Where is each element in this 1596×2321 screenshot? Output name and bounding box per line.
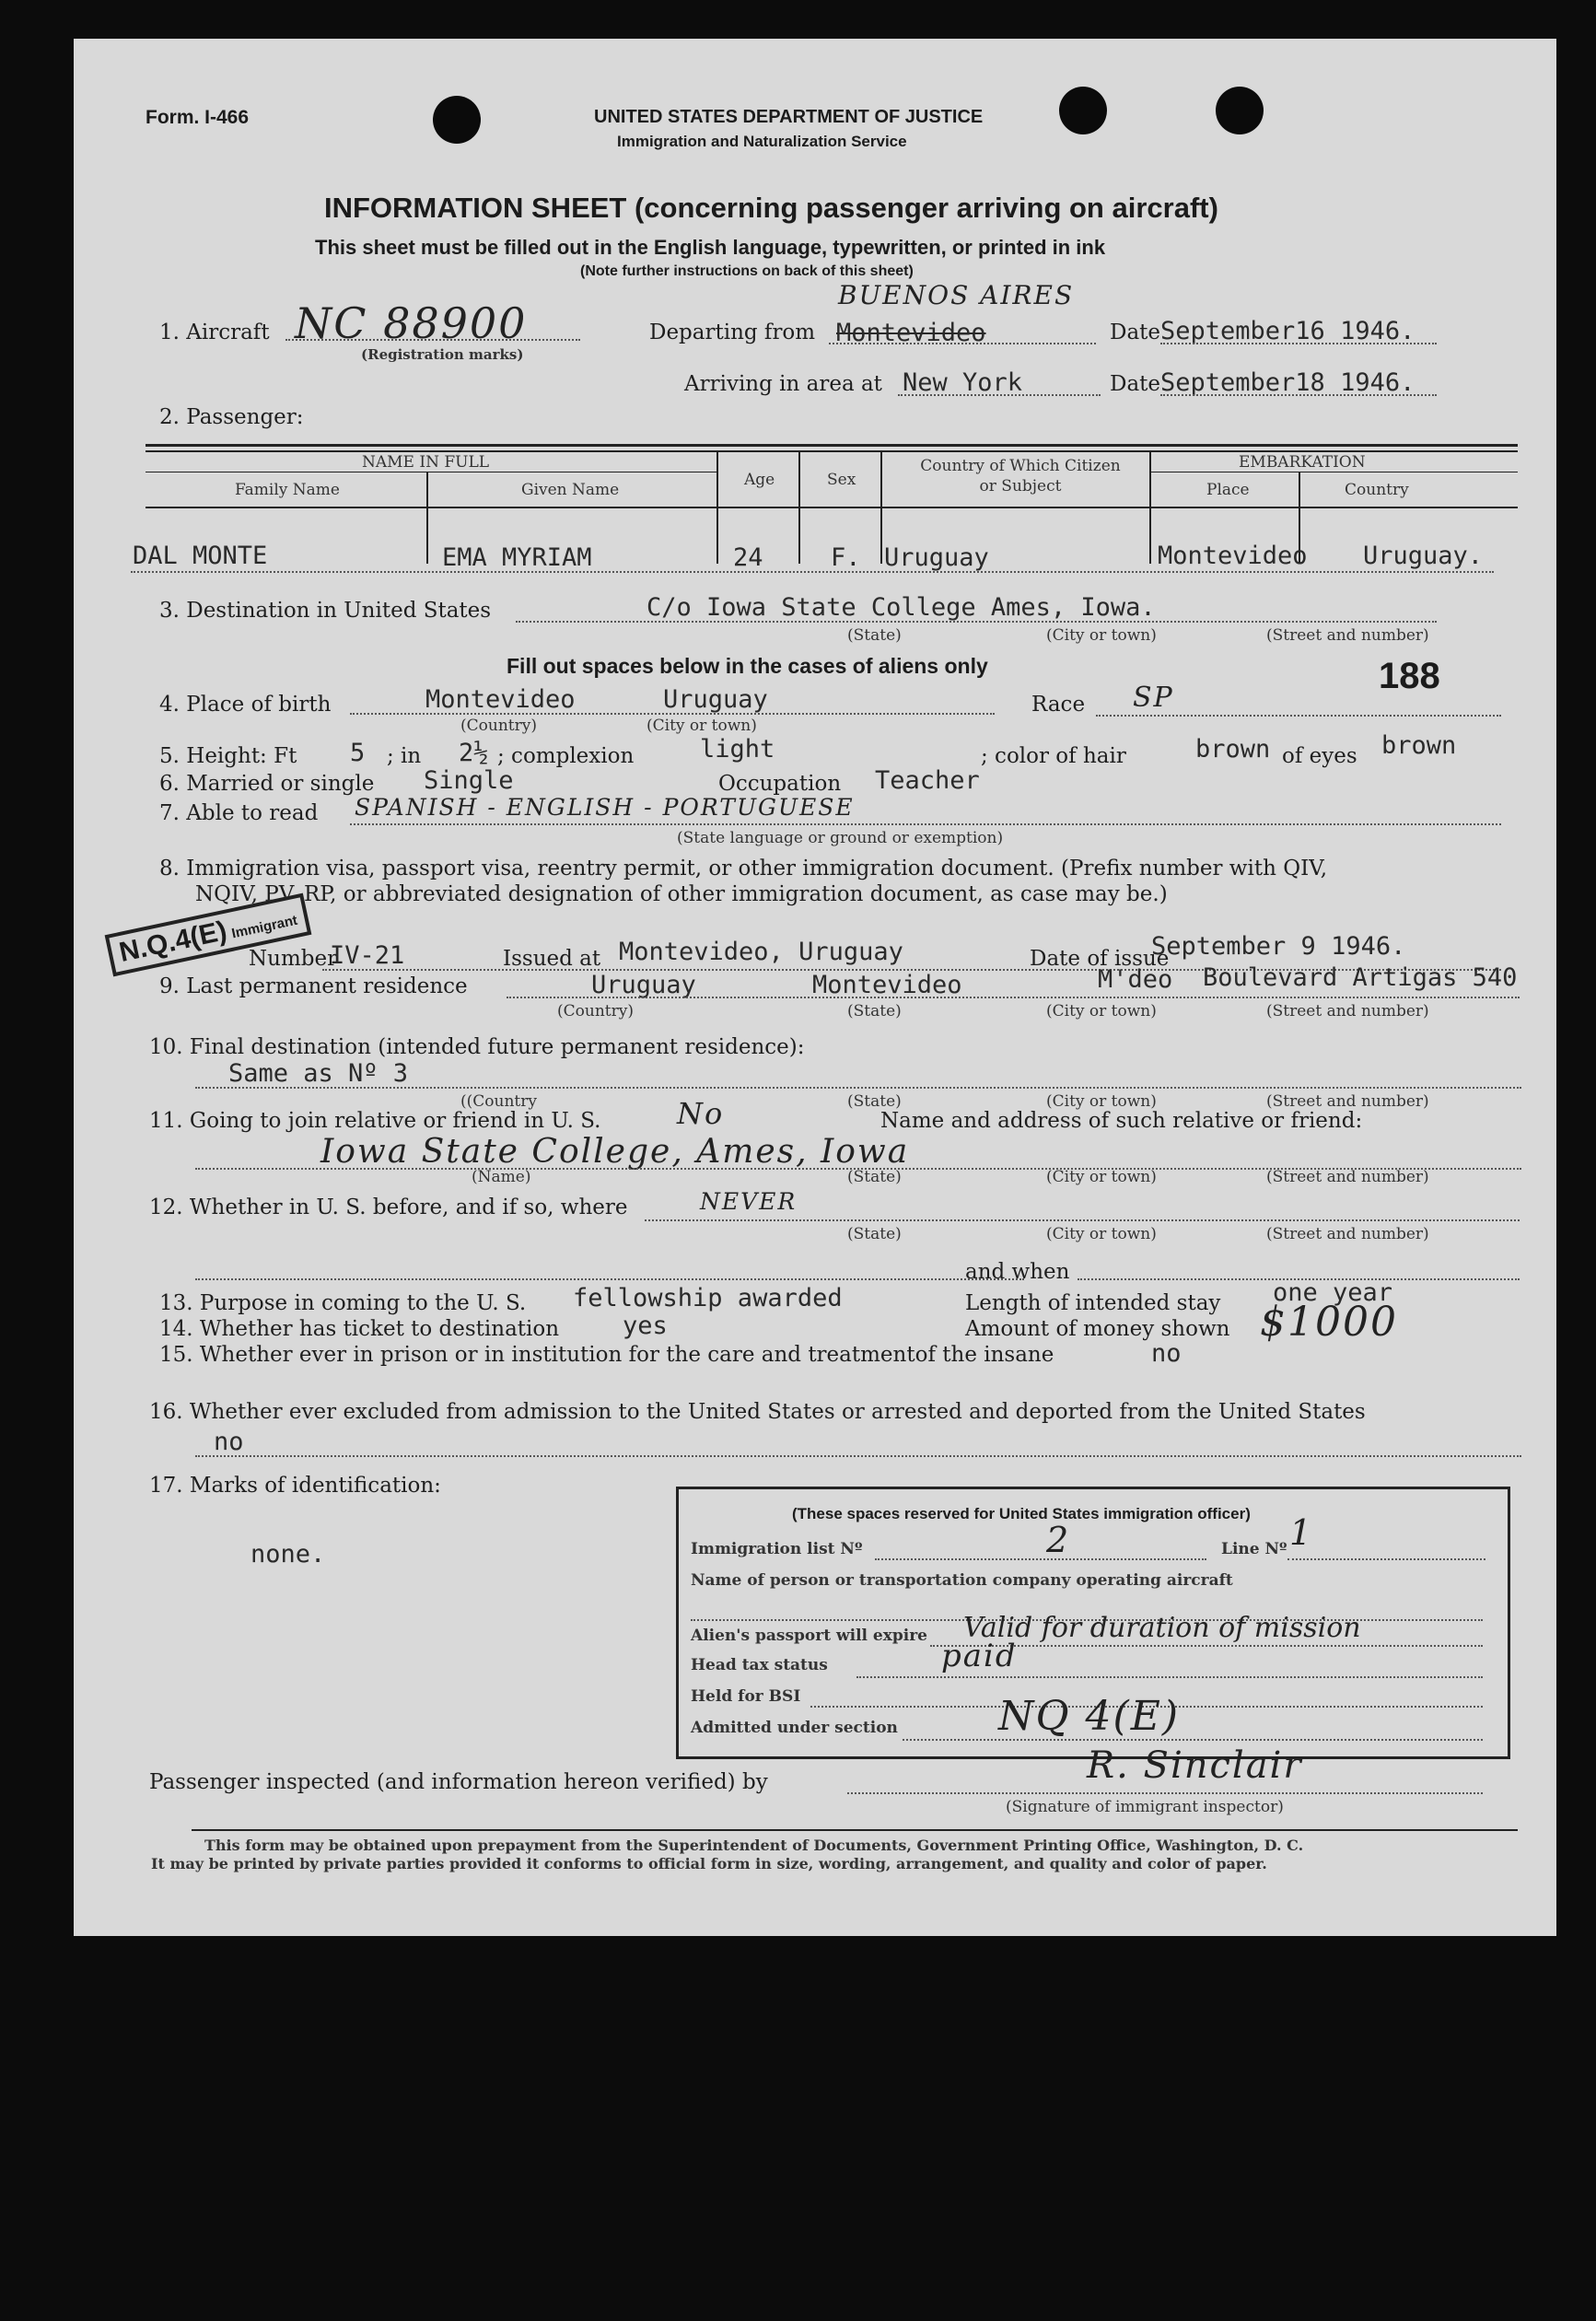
purpose-value: fellowship awarded	[573, 1284, 843, 1312]
issue-date: September 9 1946.	[1151, 932, 1406, 961]
col-place: Place	[1206, 481, 1250, 499]
ticket-label: 14. Whether has ticket to destination	[159, 1317, 560, 1341]
marks-label: 17. Marks of identification:	[149, 1474, 441, 1498]
residence-city: M'deo	[1098, 965, 1173, 994]
citizen-value: Uruguay	[884, 543, 989, 572]
form-number: Form. I-466	[146, 107, 250, 128]
aliens-heading: Fill out spaces below in the cases of aliens only	[507, 654, 988, 678]
col-sex: Sex	[827, 471, 856, 489]
caption-street: (Street and number)	[1266, 1225, 1429, 1243]
underline	[507, 997, 1520, 998]
caption-city: (City or town)	[1046, 1168, 1157, 1186]
destination-label: 3. Destination in United States	[159, 599, 492, 623]
final-destination-label: 10. Final destination (intended future permanent residence):	[149, 1035, 805, 1059]
caption-city: (City or town)	[1046, 1002, 1157, 1021]
footer-rule	[192, 1829, 1518, 1831]
headtax-value: paid	[941, 1638, 1018, 1674]
visa-number-label: Number	[249, 947, 338, 971]
stamp-main: N.Q.4(E)	[116, 916, 230, 969]
arrive-date: September18 1946.	[1160, 368, 1415, 397]
underline	[856, 1676, 1483, 1678]
underline	[285, 339, 580, 341]
date-label: Date	[1110, 321, 1161, 344]
destination-value: C/o Iowa State College Ames, Iowa.	[647, 593, 1156, 622]
before-value: NEVER	[700, 1188, 798, 1215]
table-divider	[426, 472, 428, 564]
caption-state: (State)	[847, 1168, 902, 1186]
list-label: Immigration list Nº	[691, 1540, 863, 1558]
race-label: Race	[1031, 693, 1086, 717]
underline	[898, 394, 1101, 396]
punch-hole	[433, 96, 481, 144]
eyes-value: brown	[1381, 731, 1457, 760]
passenger-label: 2. Passenger:	[159, 405, 304, 429]
birth-city: Montevideo	[425, 685, 576, 714]
col-citizen: Country of Which Citizen or Subject	[920, 457, 1121, 496]
caption-state: (State)	[847, 626, 902, 645]
read-label: 7. Able to read	[159, 801, 319, 825]
signature-caption: (Signature of immigrant inspector)	[1006, 1798, 1284, 1816]
visa-number: IV-21	[330, 941, 405, 970]
dept-name: UNITED STATES DEPARTMENT OF JUSTICE	[594, 107, 984, 127]
underline	[645, 1219, 1520, 1221]
passport-label: Alien's passport will expire	[691, 1627, 927, 1645]
footer-line-2: It may be printed by private parties provided it conforms to official form in size, wording, arrangement, and quality and color of paper.	[151, 1855, 1267, 1872]
arriving-place: New York	[903, 368, 1023, 397]
issued-label: Issued at	[503, 947, 601, 971]
underline	[875, 1558, 1206, 1560]
caption-city: (City or town)	[647, 717, 757, 735]
caption-city: (City or town)	[1046, 1092, 1157, 1111]
underline	[903, 1739, 1483, 1741]
race-value: SP	[1133, 682, 1174, 714]
when-label: and when	[965, 1260, 1070, 1284]
age-value: 24	[733, 543, 763, 572]
read-value: SPANISH - ENGLISH - PORTUGUESE	[355, 794, 855, 821]
company-label: Name of person or transportation company operating aircraft	[691, 1571, 1233, 1590]
caption-state: (State)	[847, 1225, 902, 1243]
underline	[1160, 394, 1437, 396]
punch-hole	[1216, 87, 1264, 134]
stay-value: one year	[1273, 1278, 1393, 1307]
passport-value: Valid for duration of mission	[963, 1612, 1361, 1644]
caption-state: (State)	[847, 1002, 902, 1021]
footer-line-1: This form may be obtained upon prepayment from the Superintendent of Documents, Government Printing Office, Washington, D. C.	[204, 1837, 1304, 1854]
col-family: Family Name	[235, 481, 340, 499]
caption-city: (City or town)	[1046, 1225, 1157, 1243]
inches-label: ; in	[387, 744, 422, 768]
table-divider	[716, 450, 718, 564]
page-note: (Note further instructions on back of this sheet)	[580, 263, 914, 279]
col-embarkation: EMBARKATION	[1239, 453, 1366, 472]
residence-label: 9. Last permanent residence	[159, 974, 468, 998]
section-value: NQ 4(E)	[998, 1693, 1181, 1740]
join-answer: No	[677, 1096, 725, 1131]
given-name: EMA MYRIAM	[442, 543, 592, 572]
caption-state: (State)	[847, 1092, 902, 1111]
caption-street: (Street and number)	[1266, 1092, 1429, 1111]
headtax-label: Head tax status	[691, 1656, 828, 1674]
underline	[516, 621, 1437, 623]
depart-date: September16 1946.	[1160, 317, 1415, 345]
inspector-signature: R. Sinclair	[1087, 1744, 1303, 1787]
hair-label: ; color of hair	[981, 744, 1126, 768]
underline	[195, 1087, 1521, 1089]
residence-country: Uruguay	[591, 971, 696, 999]
aircraft-label: 1. Aircraft	[159, 321, 270, 344]
issued-value: Montevideo, Uruguay	[619, 938, 903, 966]
issue-date-label: Date of issue	[1030, 947, 1170, 971]
final-destination-value: Same as Nº 3	[228, 1059, 409, 1088]
caption-street: (Street and number)	[1266, 626, 1429, 645]
family-name: DAL MONTE	[133, 542, 268, 570]
list-number: 2	[1046, 1520, 1071, 1560]
complexion-label: ; complexion	[497, 744, 635, 768]
caption-country: ((Country	[460, 1092, 537, 1111]
table-rule	[146, 507, 1518, 508]
departing-label: Departing from	[649, 321, 816, 344]
section-label: Admitted under section	[691, 1719, 898, 1737]
caption-city: (City or town)	[1046, 626, 1157, 645]
table-rule	[146, 450, 1518, 452]
visa-text-2: NQIV, PV, RP, or abbreviated designation of other immigration document, as case may be.)	[195, 882, 1168, 906]
purpose-label: 13. Purpose in coming to the U. S.	[159, 1291, 527, 1315]
underline	[350, 823, 1501, 825]
line-number: 1	[1289, 1512, 1314, 1553]
caption-name: (Name)	[472, 1168, 531, 1186]
date-label: Date	[1110, 372, 1161, 396]
sex-value: F.	[831, 543, 861, 572]
col-age: Age	[744, 471, 775, 489]
married-label: 6. Married or single	[159, 772, 375, 796]
underline	[1287, 1558, 1485, 1560]
underline	[1096, 715, 1501, 717]
prison-value: no	[1151, 1339, 1182, 1368]
line-label: Line Nº	[1221, 1540, 1287, 1558]
married-value: Single	[424, 766, 514, 795]
marks-value: none.	[250, 1540, 326, 1569]
inspected-label: Passenger inspected (and information hereon verified) by	[149, 1770, 768, 1794]
height-in: 2½	[459, 739, 489, 767]
join-value: Iowa State College, Ames, Iowa	[320, 1133, 910, 1171]
bsi-label: Held for BSI	[691, 1687, 801, 1706]
occupation-label: Occupation	[718, 772, 842, 796]
departing-written: BUENOS AIRES	[838, 280, 1075, 310]
hair-value: brown	[1195, 735, 1271, 764]
registration-caption: (Registration marks)	[361, 346, 524, 363]
height-ft: 5	[350, 739, 366, 767]
table-rule	[146, 444, 1518, 447]
read-caption: (State language or ground or exemption)	[677, 829, 1004, 847]
col-given: Given Name	[521, 481, 620, 499]
record-number: 188	[1379, 656, 1440, 696]
table-divider	[798, 450, 800, 564]
money-value: $1000	[1260, 1299, 1398, 1346]
col-country: Country	[1345, 481, 1409, 499]
visa-text-1: 8. Immigration visa, passport visa, reentry permit, or other immigration document. (Prefix number with QIV,	[159, 857, 1328, 881]
underline	[195, 1455, 1521, 1457]
underline	[131, 571, 1494, 573]
before-label: 12. Whether in U. S. before, and if so, where	[149, 1195, 628, 1219]
height-label: 5. Height: Ft	[159, 744, 297, 768]
service-name: Immigration and Naturalization Service	[617, 133, 907, 150]
departing-crossed: Montevideo	[836, 319, 986, 347]
residence-state: Montevideo	[812, 971, 962, 999]
money-label: Amount of money shown	[965, 1317, 1230, 1341]
caption-street: (Street and number)	[1266, 1002, 1429, 1021]
form-sheet	[74, 39, 1556, 1936]
caption-country: (Country)	[460, 717, 537, 735]
caption-country: (Country)	[557, 1002, 634, 1021]
prison-label: 15. Whether ever in prison or in institution for the care and treatmentof the insane	[159, 1343, 1054, 1367]
col-name-full: NAME IN FULL	[362, 453, 490, 472]
underline	[1160, 343, 1437, 344]
caption-street: (Street and number)	[1266, 1168, 1429, 1186]
birth-label: 4. Place of birth	[159, 693, 332, 717]
underline	[847, 1792, 1483, 1794]
underline	[195, 1278, 1024, 1280]
page-subtitle: This sheet must be filled out in the English language, typewritten, or printed in ink	[315, 236, 1106, 259]
complexion-value: light	[700, 735, 775, 764]
residence-street: Boulevard Artigas 540	[1203, 963, 1518, 992]
punch-hole	[1059, 87, 1107, 134]
page-title: INFORMATION SHEET (concerning passenger arriving on aircraft)	[324, 192, 1218, 224]
underline	[829, 343, 1096, 344]
emb-place-value: Montevideo	[1158, 542, 1308, 570]
arriving-label: Arriving in area at	[684, 372, 882, 396]
birth-country: Uruguay	[663, 685, 768, 714]
excluded-label: 16. Whether ever excluded from admission to the United States or arrested and deported from the United States	[149, 1400, 1366, 1424]
officer-box-title: (These spaces reserved for United States immigration officer)	[792, 1505, 1251, 1522]
eyes-label: of eyes	[1282, 744, 1357, 768]
stay-label: Length of intended stay	[965, 1291, 1221, 1315]
name-address-label: Name and address of such relative or friend:	[880, 1109, 1363, 1133]
ticket-value: yes	[623, 1312, 668, 1340]
underline	[350, 713, 995, 715]
table-divider	[880, 450, 882, 564]
emb-country-value: Uruguay.	[1363, 542, 1484, 570]
table-divider	[1149, 450, 1151, 564]
join-label: 11. Going to join relative or friend in U. S.	[149, 1109, 601, 1133]
aircraft-value: NC 88900	[295, 298, 528, 348]
occupation-value: Teacher	[875, 766, 980, 795]
stamp-sub: Immigrant	[230, 912, 299, 942]
excluded-value: no	[214, 1428, 244, 1456]
